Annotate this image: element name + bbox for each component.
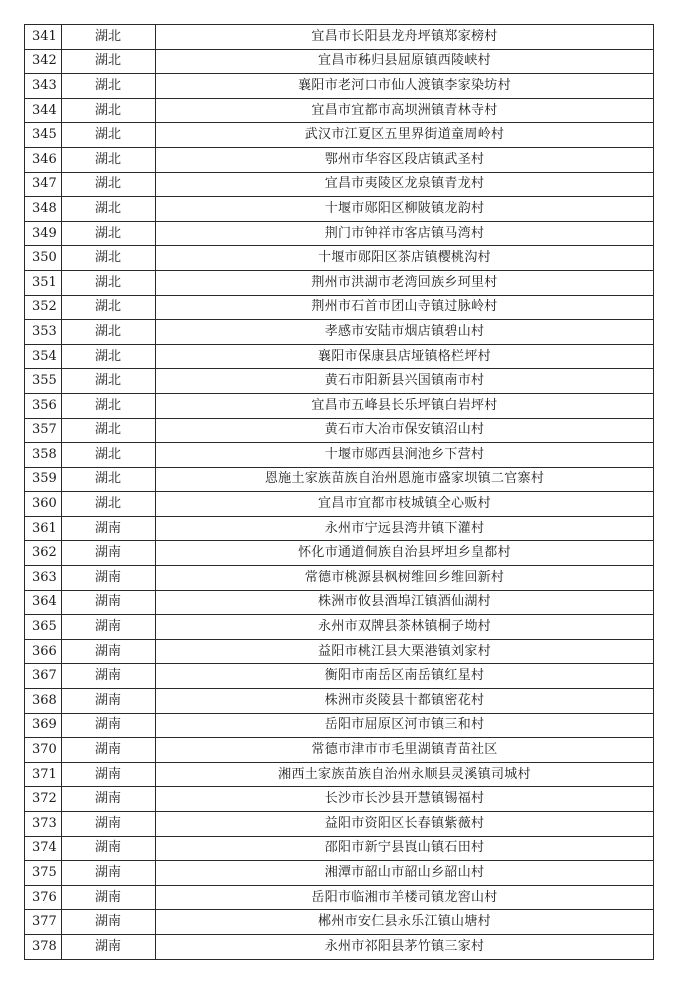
row-number-cell: 368 [25, 689, 62, 714]
row-number-cell: 351 [25, 270, 62, 295]
row-number-cell: 362 [25, 541, 62, 566]
province-cell: 湖北 [62, 344, 156, 369]
row-number-cell: 350 [25, 246, 62, 271]
province-cell: 湖北 [62, 98, 156, 123]
province-cell: 湖南 [62, 836, 156, 861]
village-name-cell: 宜昌市夷陵区龙泉镇青龙村 [156, 172, 654, 197]
province-cell: 湖北 [62, 492, 156, 517]
table-row [25, 516, 654, 541]
province-cell: 湖南 [62, 738, 156, 763]
table-row [25, 467, 654, 492]
row-number-cell: 354 [25, 344, 62, 369]
table-row [25, 590, 654, 615]
table-row [25, 147, 654, 172]
table-row [25, 639, 654, 664]
row-number-cell: 345 [25, 123, 62, 148]
village-name-cell: 孝感市安陆市烟店镇碧山村 [156, 320, 654, 345]
province-cell: 湖南 [62, 934, 156, 959]
province-cell: 湖南 [62, 615, 156, 640]
row-number-cell: 366 [25, 639, 62, 664]
province-cell: 湖南 [62, 689, 156, 714]
village-name-cell: 恩施土家族苗族自治州恩施市盛家坝镇二官寨村 [156, 467, 654, 492]
row-number-cell: 341 [25, 25, 62, 50]
table-row [25, 713, 654, 738]
table-row [25, 615, 654, 640]
row-number-cell: 375 [25, 861, 62, 886]
village-name-cell: 武汉市江夏区五里界街道童周岭村 [156, 123, 654, 148]
village-name-cell: 常德市津市市毛里湖镇青苗社区 [156, 738, 654, 763]
province-cell: 湖南 [62, 516, 156, 541]
row-number-cell: 346 [25, 147, 62, 172]
table-row [25, 221, 654, 246]
village-name-cell: 十堰市郧西县涧池乡下营村 [156, 443, 654, 468]
row-number-cell: 378 [25, 934, 62, 959]
village-name-cell: 岳阳市屈原区河市镇三和村 [156, 713, 654, 738]
village-name-cell: 永州市双牌县茶林镇桐子坳村 [156, 615, 654, 640]
province-cell: 湖北 [62, 443, 156, 468]
village-name-cell: 郴州市安仁县永乐江镇山塘村 [156, 910, 654, 935]
province-cell: 湖北 [62, 25, 156, 50]
table-row [25, 49, 654, 74]
province-cell: 湖南 [62, 664, 156, 689]
province-cell: 湖南 [62, 541, 156, 566]
province-cell: 湖南 [62, 713, 156, 738]
table-row [25, 738, 654, 763]
village-name-cell: 荆州市洪湖市老湾回族乡珂里村 [156, 270, 654, 295]
row-number-cell: 349 [25, 221, 62, 246]
table-row [25, 885, 654, 910]
province-cell: 湖南 [62, 762, 156, 787]
village-list-table [24, 24, 654, 960]
table-row [25, 344, 654, 369]
village-name-cell: 十堰市郧阳区茶店镇樱桃沟村 [156, 246, 654, 271]
table-row [25, 664, 654, 689]
table-row [25, 393, 654, 418]
province-cell: 湖北 [62, 369, 156, 394]
province-cell: 湖北 [62, 172, 156, 197]
village-name-cell: 株洲市炎陵县十都镇密花村 [156, 689, 654, 714]
table-row [25, 541, 654, 566]
province-cell: 湖北 [62, 123, 156, 148]
table-row [25, 762, 654, 787]
table-row [25, 566, 654, 591]
village-name-cell: 黄石市阳新县兴国镇南市村 [156, 369, 654, 394]
village-name-cell: 常德市桃源县枫树维回乡维回新村 [156, 566, 654, 591]
province-cell: 湖北 [62, 221, 156, 246]
table-row [25, 197, 654, 222]
table-row [25, 270, 654, 295]
row-number-cell: 361 [25, 516, 62, 541]
row-number-cell: 353 [25, 320, 62, 345]
table-row [25, 836, 654, 861]
province-cell: 湖北 [62, 393, 156, 418]
row-number-cell: 371 [25, 762, 62, 787]
row-number-cell: 365 [25, 615, 62, 640]
row-number-cell: 357 [25, 418, 62, 443]
row-number-cell: 374 [25, 836, 62, 861]
village-name-cell: 湘潭市韶山市韶山乡韶山村 [156, 861, 654, 886]
table-row [25, 689, 654, 714]
table-row [25, 123, 654, 148]
row-number-cell: 358 [25, 443, 62, 468]
row-number-cell: 352 [25, 295, 62, 320]
row-number-cell: 370 [25, 738, 62, 763]
table-row [25, 295, 654, 320]
village-name-cell: 岳阳市临湘市羊楼司镇龙窖山村 [156, 885, 654, 910]
province-cell: 湖南 [62, 861, 156, 886]
province-cell: 湖北 [62, 418, 156, 443]
province-cell: 湖南 [62, 639, 156, 664]
village-name-cell: 益阳市桃江县大栗港镇刘家村 [156, 639, 654, 664]
table-row [25, 861, 654, 886]
province-cell: 湖北 [62, 467, 156, 492]
province-cell: 湖北 [62, 246, 156, 271]
village-name-cell: 襄阳市保康县店垭镇格栏坪村 [156, 344, 654, 369]
table-row [25, 910, 654, 935]
village-name-cell: 邵阳市新宁县崀山镇石田村 [156, 836, 654, 861]
row-number-cell: 342 [25, 49, 62, 74]
village-name-cell: 宜昌市宜都市高坝洲镇青林寺村 [156, 98, 654, 123]
row-number-cell: 355 [25, 369, 62, 394]
village-name-cell: 永州市宁远县湾井镇下灌村 [156, 516, 654, 541]
table-row [25, 74, 654, 99]
province-cell: 湖南 [62, 787, 156, 812]
row-number-cell: 372 [25, 787, 62, 812]
table-row [25, 934, 654, 959]
village-name-cell: 宜昌市五峰县长乐坪镇白岩坪村 [156, 393, 654, 418]
row-number-cell: 348 [25, 197, 62, 222]
village-name-cell: 宜昌市秭归县屈原镇西陵峡村 [156, 49, 654, 74]
village-name-cell: 益阳市资阳区长春镇紫薇村 [156, 812, 654, 837]
row-number-cell: 347 [25, 172, 62, 197]
row-number-cell: 363 [25, 566, 62, 591]
row-number-cell: 367 [25, 664, 62, 689]
village-name-cell: 怀化市通道侗族自治县坪坦乡皇都村 [156, 541, 654, 566]
village-name-cell: 株洲市攸县酒埠江镇酒仙湖村 [156, 590, 654, 615]
table-row [25, 787, 654, 812]
row-number-cell: 359 [25, 467, 62, 492]
province-cell: 湖南 [62, 910, 156, 935]
province-cell: 湖北 [62, 147, 156, 172]
table-row [25, 443, 654, 468]
village-name-cell: 黄石市大冶市保安镇沼山村 [156, 418, 654, 443]
table-row [25, 418, 654, 443]
row-number-cell: 364 [25, 590, 62, 615]
village-name-cell: 湘西土家族苗族自治州永顺县灵溪镇司城村 [156, 762, 654, 787]
village-name-cell: 荆门市钟祥市客店镇马湾村 [156, 221, 654, 246]
village-name-cell: 永州市祁阳县茅竹镇三家村 [156, 934, 654, 959]
table-row [25, 320, 654, 345]
village-name-cell: 襄阳市老河口市仙人渡镇李家染坊村 [156, 74, 654, 99]
province-cell: 湖南 [62, 812, 156, 837]
village-name-cell: 宜昌市宜都市枝城镇全心贩村 [156, 492, 654, 517]
row-number-cell: 344 [25, 98, 62, 123]
row-number-cell: 376 [25, 885, 62, 910]
row-number-cell: 377 [25, 910, 62, 935]
village-name-cell: 衡阳市南岳区南岳镇红星村 [156, 664, 654, 689]
village-name-cell: 宜昌市长阳县龙舟坪镇郑家榜村 [156, 25, 654, 50]
village-name-cell: 长沙市长沙县开慧镇锡福村 [156, 787, 654, 812]
row-number-cell: 360 [25, 492, 62, 517]
table-row [25, 812, 654, 837]
table-row [25, 25, 654, 50]
province-cell: 湖南 [62, 885, 156, 910]
row-number-cell: 373 [25, 812, 62, 837]
table-row [25, 246, 654, 271]
province-cell: 湖南 [62, 590, 156, 615]
row-number-cell: 369 [25, 713, 62, 738]
village-name-cell: 鄂州市华容区段店镇武圣村 [156, 147, 654, 172]
province-cell: 湖北 [62, 49, 156, 74]
row-number-cell: 343 [25, 74, 62, 99]
village-name-cell: 十堰市郧阳区柳陂镇龙韵村 [156, 197, 654, 222]
province-cell: 湖北 [62, 295, 156, 320]
province-cell: 湖北 [62, 197, 156, 222]
province-cell: 湖北 [62, 320, 156, 345]
province-cell: 湖北 [62, 74, 156, 99]
province-cell: 湖南 [62, 566, 156, 591]
village-list-body [25, 25, 654, 960]
table-row [25, 98, 654, 123]
table-row [25, 369, 654, 394]
province-cell: 湖北 [62, 270, 156, 295]
village-name-cell: 荆州市石首市团山寺镇过脉岭村 [156, 295, 654, 320]
row-number-cell: 356 [25, 393, 62, 418]
table-row [25, 172, 654, 197]
table-row [25, 492, 654, 517]
